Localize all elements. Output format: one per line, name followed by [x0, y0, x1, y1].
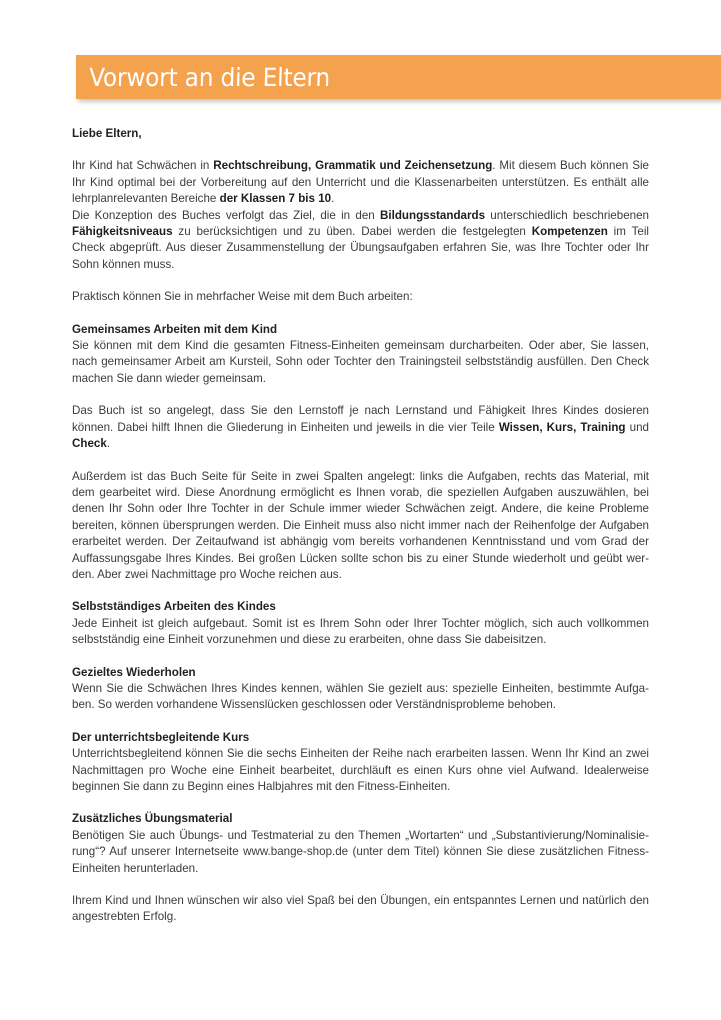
intro-text-1: Ihr Kind hat Schwächen in	[72, 159, 214, 173]
heading-gemeinsames-arbeiten: Gemeinsames Arbeiten mit dem Kind	[72, 322, 278, 336]
konzeption-text-2: unterschiedlich beschriebenen	[485, 208, 649, 222]
spacer	[72, 387, 649, 403]
paragraph-ausserdem: Außerdem ist das Buch Seite für Seite in zwei Spalten angelegt: links die Aufgaben, rechts das Material, mit dem gearbeitet wird. Diese Anordnung ermöglicht es Ihnen vorab, die speziellen Aufgaben auszuwählen, bei denen Ihr Sohn oder Ihre Tochter in der Schule immer wieder Schwächen zeigt. Andere, die keine Probleme bereiten, können übersprungen werden. Die Einheit muss also nicht immer nach der Reihenfolge der Aufgaben erarbeitet werden. Der Zeitaufwand ist abhängig vom bereits vorhandenen Kenntnisstand und vom Grad der Auffassungsgabe Ihres Kindes. Bei großen Lücken sollte schon bis zu einer Stunde wiederholt und geübt wer-den. Aber zwei Nachmittage pro Woche reichen aus.	[72, 469, 649, 581]
paragraph-unterrichtsbegleitender-kurs: Unterrichtsbegleitend können Sie die sechs Einheiten der Reihe nach erarbeiten lassen. Wenn Ihr Kind an zwei Nachmittagen pro Woche eine Einheit bearbeitet, durchläuft es einen Kurs ohne viel Aufwand. Idealerweise beginnen Sie dann zu Beginn eines Halbjahres mit den Fitness-Einheiten.	[72, 747, 649, 793]
section-banner	[76, 55, 721, 99]
spacer	[72, 306, 649, 322]
angelegt-text-1: Das Buch ist so angelegt, dass Sie den Lernstoff je nach Lernstand und Fähigkeit Ihres Kindes dosieren können. Dabei hilft Ihnen die Gliederung in Einheiten und jeweils in die vier Teile	[72, 404, 649, 434]
heading-gezieltes-wiederholen: Gezieltes Wiederholen	[72, 665, 196, 679]
salutation: Liebe Eltern,	[72, 127, 142, 140]
page-title: Vorwort an die Eltern	[88, 62, 331, 92]
konzeption-bold-1: Bildungsstandards	[380, 208, 486, 222]
paragraph-angelegt	[72, 403, 649, 452]
angelegt-bold-1: Wissen, Kurs, Training	[498, 420, 626, 434]
angelegt-bold-2: Check	[72, 437, 107, 451]
spacer	[72, 583, 649, 599]
spacer	[72, 142, 649, 158]
intro-bold-2: der Klassen 7 bis 10	[219, 192, 332, 206]
konzeption-text-3: zu berücksichtigen und zu üben. Dabei werden die festgelegten	[172, 225, 532, 239]
paragraph-gemeinsames-arbeiten: Sie können mit dem Kind die gesamten Fitness-Einheiten gemeinsam durcharbeiten. Oder aber, Sie lassen, nach gemeinsamer Arbeit am Kursteil, Sohn oder Tochter den Trainingsteil selbstständig ausfüllen. Den Check machen Sie dann wieder gemeinsam.	[72, 339, 649, 385]
document-body	[72, 126, 649, 926]
paragraph-praktisch: Praktisch können Sie in mehrfacher Weise mit dem Buch arbeiten:	[72, 290, 413, 304]
heading-unterrichtsbegleitender-kurs: Der unterrichtsbegleitende Kurs	[72, 730, 250, 744]
paragraph-gezieltes-wiederholen: Wenn Sie die Schwächen Ihres Kindes kennen, wählen Sie gezielt aus: spezielle Einheiten, bestimmte Aufga-ben. So werden vorhandene Wissenslücken geschlossen oder Verständnisprobleme behoben.	[72, 681, 649, 712]
spacer	[72, 714, 649, 730]
konzeption-text-4: im Teil Check abgeprüft. Aus dieser Zusammenstellung der Übungsaufgaben erfahren Sie, was Ihre Tochter oder Ihr Sohn können muss.	[72, 225, 649, 271]
spacer	[72, 273, 649, 289]
konzeption-bold-3: Kompetenzen	[531, 225, 608, 239]
paragraph-selbststaendiges-arbeiten: Jede Einheit ist gleich aufgebaut. Somit ist es Ihrem Sohn oder Ihrer Tochter möglich, sich auch vollkommen selbstständig eine Einheit vorzunehmen und diese zu erarbeiten, ohne dass Sie dabeisitzen.	[72, 616, 649, 647]
angelegt-text-2: und	[625, 420, 649, 434]
paragraph-closing: Ihrem Kind und Ihnen wünschen wir also viel Spaß bei den Übungen, ein entspanntes Lernen und natürlich den angestrebten Erfolg.	[72, 894, 649, 924]
konzeption-text-1: Die Konzeption des Buches verfolgt das Ziel, die in den	[72, 208, 381, 222]
spacer	[72, 649, 649, 665]
paragraph-konzeption	[72, 208, 649, 274]
angelegt-text-3: .	[106, 437, 111, 451]
paragraph-zusaetzliches-uebungsmaterial: Benötigen Sie auch Übungs- und Testmaterial zu den Themen „Wortarten“ und „Substantivierung/Nominalisie-rung“? Auf unserer Internetseite www.bange-shop.de (unter dem Titel) können Sie diese zusätzlichen Fitness-Einheiten herunterladen.	[72, 828, 649, 875]
intro-text-3: .	[331, 192, 335, 206]
spacer	[72, 453, 649, 469]
intro-text-2: . Mit diesem Buch können Sie Ihr Kind optimal bei der Vorbereitung auf den Unterricht und die Klassenarbeiten unterstützen. Es enthält alle lehrplanrelevanten Bereiche	[72, 159, 649, 206]
konzeption-bold-2: Fähigkeitsniveaus	[72, 225, 173, 239]
paragraph-intro	[72, 158, 649, 207]
spacer	[72, 877, 649, 893]
intro-bold-1: Rechtschreibung, Grammatik und Zeichensetzung	[213, 159, 493, 173]
heading-selbststaendiges-arbeiten: Selbstständiges Arbeiten des Kindes	[72, 600, 276, 614]
heading-zusaetzliches-uebungsmaterial: Zusätzliches Übungsmaterial	[72, 812, 233, 826]
spacer	[72, 795, 649, 811]
